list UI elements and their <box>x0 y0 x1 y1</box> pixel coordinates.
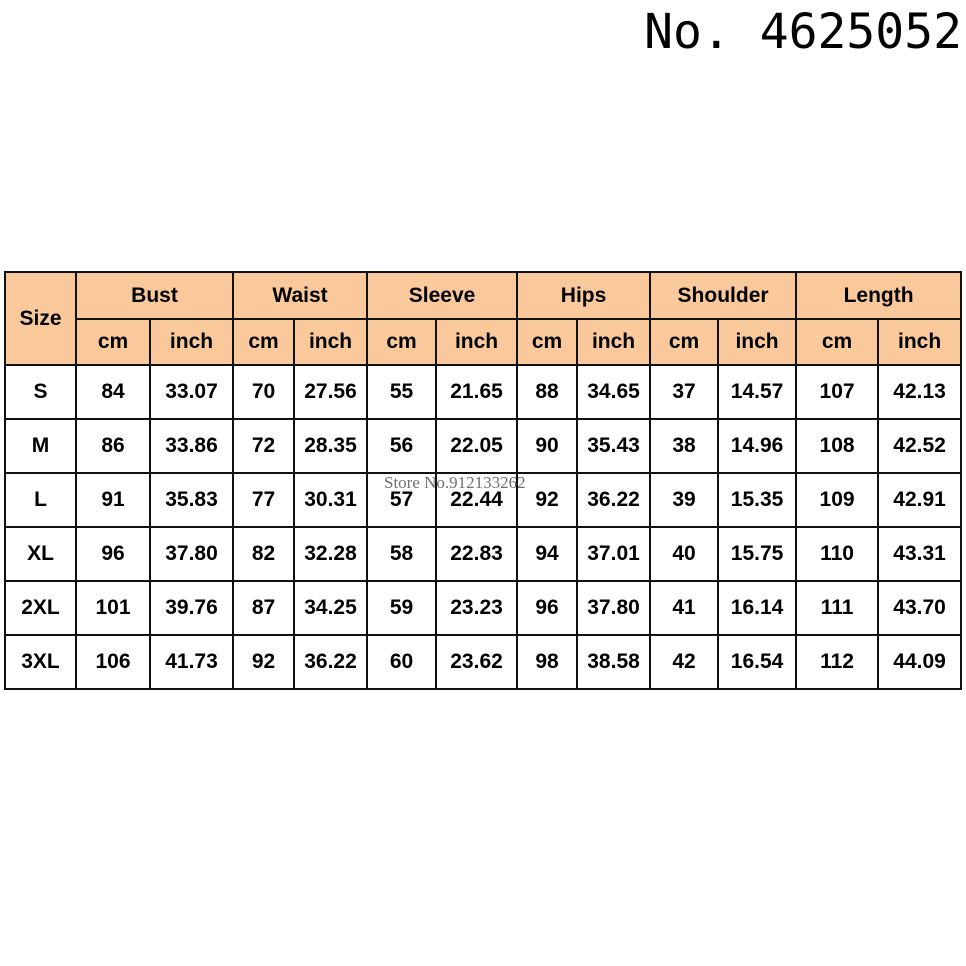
header-row-groups <box>5 272 961 319</box>
unit-header-inch: inch <box>150 319 233 365</box>
cm-value-cell: 55 <box>367 365 436 419</box>
cm-value-cell: 41 <box>650 581 718 635</box>
cm-value-cell: 84 <box>76 365 150 419</box>
cm-value-cell: 108 <box>796 419 878 473</box>
cm-value-cell: 88 <box>517 365 577 419</box>
unit-header-inch: inch <box>577 319 650 365</box>
cm-value-cell: 96 <box>76 527 150 581</box>
inch-value-cell: 35.83 <box>150 473 233 527</box>
cm-value-cell: 82 <box>233 527 294 581</box>
table-row <box>5 419 961 473</box>
group-header-sleeve: Sleeve <box>367 272 517 319</box>
cm-value-cell: 38 <box>650 419 718 473</box>
inch-value-cell: 39.76 <box>150 581 233 635</box>
inch-value-cell: 35.43 <box>577 419 650 473</box>
size-cell: M <box>5 419 76 473</box>
cm-value-cell: 77 <box>233 473 294 527</box>
inch-value-cell: 22.44 <box>436 473 517 527</box>
inch-value-cell: 41.73 <box>150 635 233 689</box>
cm-value-cell: 37 <box>650 365 718 419</box>
size-cell: 3XL <box>5 635 76 689</box>
cm-value-cell: 90 <box>517 419 577 473</box>
inch-value-cell: 33.86 <box>150 419 233 473</box>
group-header-length: Length <box>796 272 961 319</box>
table-row <box>5 527 961 581</box>
size-rows <box>5 365 961 689</box>
inch-value-cell: 42.13 <box>878 365 961 419</box>
unit-header-cm: cm <box>796 319 878 365</box>
unit-header-cm: cm <box>233 319 294 365</box>
inch-value-cell: 15.35 <box>718 473 796 527</box>
cm-value-cell: 96 <box>517 581 577 635</box>
inch-value-cell: 23.23 <box>436 581 517 635</box>
cm-value-cell: 70 <box>233 365 294 419</box>
cm-value-cell: 58 <box>367 527 436 581</box>
inch-value-cell: 14.96 <box>718 419 796 473</box>
cm-value-cell: 39 <box>650 473 718 527</box>
size-cell: 2XL <box>5 581 76 635</box>
size-header: Size <box>5 272 76 365</box>
inch-value-cell: 14.57 <box>718 365 796 419</box>
inch-value-cell: 21.65 <box>436 365 517 419</box>
inch-value-cell: 38.58 <box>577 635 650 689</box>
cm-value-cell: 94 <box>517 527 577 581</box>
inch-value-cell: 16.54 <box>718 635 796 689</box>
group-header-hips: Hips <box>517 272 650 319</box>
unit-header-inch: inch <box>878 319 961 365</box>
cm-value-cell: 109 <box>796 473 878 527</box>
inch-value-cell: 42.91 <box>878 473 961 527</box>
cm-value-cell: 101 <box>76 581 150 635</box>
inch-value-cell: 43.31 <box>878 527 961 581</box>
inch-value-cell: 15.75 <box>718 527 796 581</box>
inch-value-cell: 43.70 <box>878 581 961 635</box>
inch-value-cell: 22.83 <box>436 527 517 581</box>
cm-value-cell: 40 <box>650 527 718 581</box>
header-row-units <box>5 319 961 365</box>
inch-value-cell: 22.05 <box>436 419 517 473</box>
cm-value-cell: 111 <box>796 581 878 635</box>
inch-value-cell: 32.28 <box>294 527 367 581</box>
inch-value-cell: 36.22 <box>294 635 367 689</box>
table-row <box>5 365 961 419</box>
inch-value-cell: 23.62 <box>436 635 517 689</box>
unit-header-inch: inch <box>294 319 367 365</box>
inch-value-cell: 28.35 <box>294 419 367 473</box>
table-row <box>5 473 961 527</box>
inch-value-cell: 34.65 <box>577 365 650 419</box>
cm-value-cell: 72 <box>233 419 294 473</box>
group-header-shoulder: Shoulder <box>650 272 796 319</box>
table-row <box>5 581 961 635</box>
inch-value-cell: 37.80 <box>150 527 233 581</box>
cm-value-cell: 87 <box>233 581 294 635</box>
cm-value-cell: 60 <box>367 635 436 689</box>
inch-value-cell: 33.07 <box>150 365 233 419</box>
unit-header-cm: cm <box>517 319 577 365</box>
table-row <box>5 635 961 689</box>
inch-value-cell: 30.31 <box>294 473 367 527</box>
cm-value-cell: 91 <box>76 473 150 527</box>
inch-value-cell: 34.25 <box>294 581 367 635</box>
cm-value-cell: 92 <box>233 635 294 689</box>
inch-value-cell: 16.14 <box>718 581 796 635</box>
cm-value-cell: 112 <box>796 635 878 689</box>
cm-value-cell: 59 <box>367 581 436 635</box>
cm-value-cell: 56 <box>367 419 436 473</box>
inch-value-cell: 37.80 <box>577 581 650 635</box>
cm-value-cell: 106 <box>76 635 150 689</box>
group-header-bust: Bust <box>76 272 233 319</box>
cm-value-cell: 57 <box>367 473 436 527</box>
unit-header-cm: cm <box>76 319 150 365</box>
size-cell: S <box>5 365 76 419</box>
inch-value-cell: 27.56 <box>294 365 367 419</box>
size-cell: XL <box>5 527 76 581</box>
unit-header-cm: cm <box>367 319 436 365</box>
cm-value-cell: 107 <box>796 365 878 419</box>
cm-value-cell: 110 <box>796 527 878 581</box>
unit-header-cm: cm <box>650 319 718 365</box>
product-number: No. 4625052 <box>644 4 962 60</box>
store-watermark: Store No.912133262 <box>384 473 526 492</box>
size-chart-table <box>4 271 962 690</box>
inch-value-cell: 36.22 <box>577 473 650 527</box>
cm-value-cell: 98 <box>517 635 577 689</box>
inch-value-cell: 44.09 <box>878 635 961 689</box>
group-header-waist: Waist <box>233 272 367 319</box>
cm-value-cell: 86 <box>76 419 150 473</box>
unit-header-inch: inch <box>436 319 517 365</box>
cm-value-cell: 42 <box>650 635 718 689</box>
cm-value-cell: 92 <box>517 473 577 527</box>
unit-header-inch: inch <box>718 319 796 365</box>
inch-value-cell: 42.52 <box>878 419 961 473</box>
size-cell: L <box>5 473 76 527</box>
inch-value-cell: 37.01 <box>577 527 650 581</box>
